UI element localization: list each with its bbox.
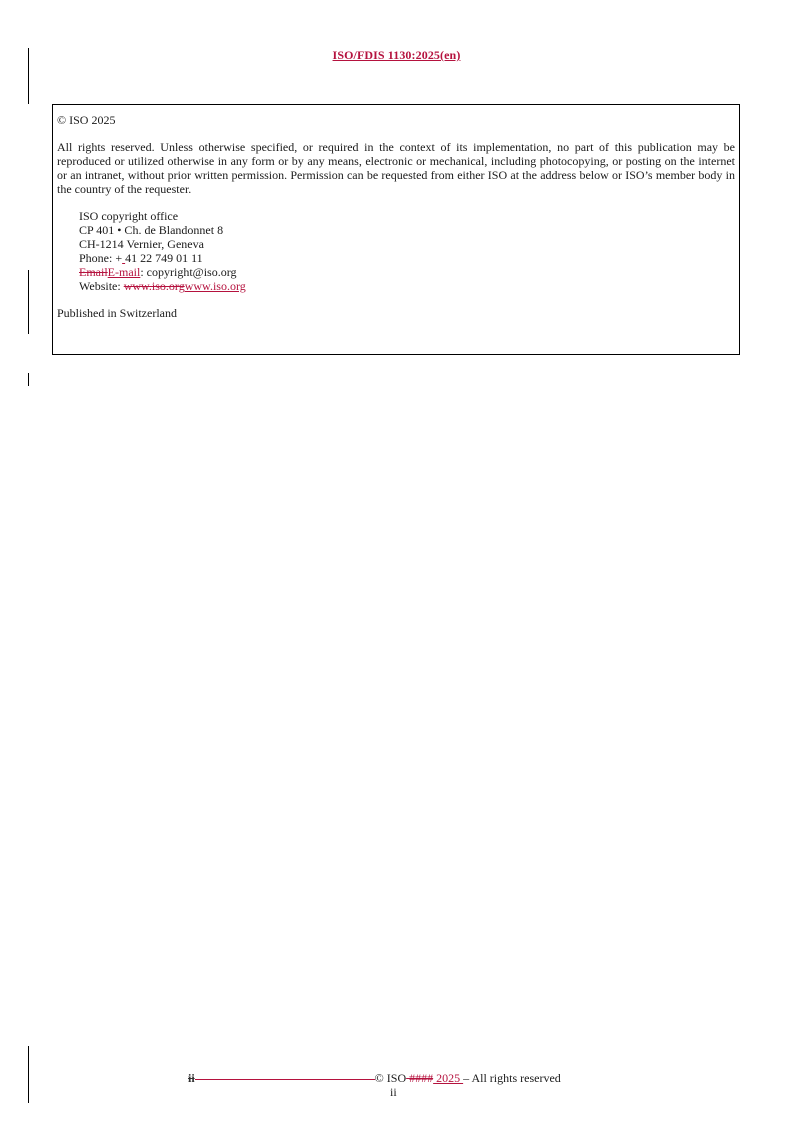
page-footer (188, 1071, 608, 1099)
office-name: ISO copyright office (79, 209, 179, 223)
change-bar (28, 270, 29, 334)
website-deleted: www.iso.org (123, 279, 185, 293)
address-block (57, 209, 735, 293)
published-location: Published in Switzerland (57, 306, 177, 320)
email-label-inserted: E-mail (107, 265, 141, 279)
email-label-deleted: Email (79, 265, 108, 279)
copyright-line: © ISO 2025 (57, 113, 116, 127)
footer-year-deleted: #### (406, 1071, 434, 1085)
city-address: CH-1214 Vernier, Geneva (79, 237, 204, 251)
footer-copyright-prefix: © ISO (374, 1071, 407, 1085)
footer-page-deleted: ii (188, 1071, 195, 1085)
deleted-tab-line (195, 1079, 375, 1080)
footer-rights: – All rights reserved (463, 1071, 561, 1085)
phone-line (79, 251, 735, 265)
website-line (79, 279, 735, 293)
rights-paragraph: All rights reserved. Unless otherwise specified, or required in the context of its implementation, no part of this publication may be reproduced or utilized otherwise in any form or by any means, electronic or mechanical, including photocopying, or posting on the internet or an intranet, without prior written permission. Permission can be requested from either ISO at the address below or ISO’s member body in the country of the requester. (57, 140, 735, 196)
footer-page-number: ii (390, 1085, 397, 1099)
footer-copyright-line (188, 1071, 608, 1085)
phone-number: 41 22 749 01 11 (125, 251, 203, 265)
email-value[interactable]: : copyright@iso.org (140, 265, 237, 279)
email-line (79, 265, 735, 279)
website-label: Website: (79, 279, 124, 293)
document-id-header: ISO/FDIS 1130:2025(en) (332, 48, 461, 62)
change-bar (28, 1046, 29, 1103)
copyright-notice-box (52, 104, 740, 355)
change-bar (28, 373, 29, 386)
phone-label: Phone: + (79, 251, 123, 265)
website-link[interactable]: www.iso.org (184, 279, 246, 293)
footer-year-inserted: 2025 (433, 1071, 464, 1085)
street-address: CP 401 • Ch. de Blandonnet 8 (79, 223, 224, 237)
